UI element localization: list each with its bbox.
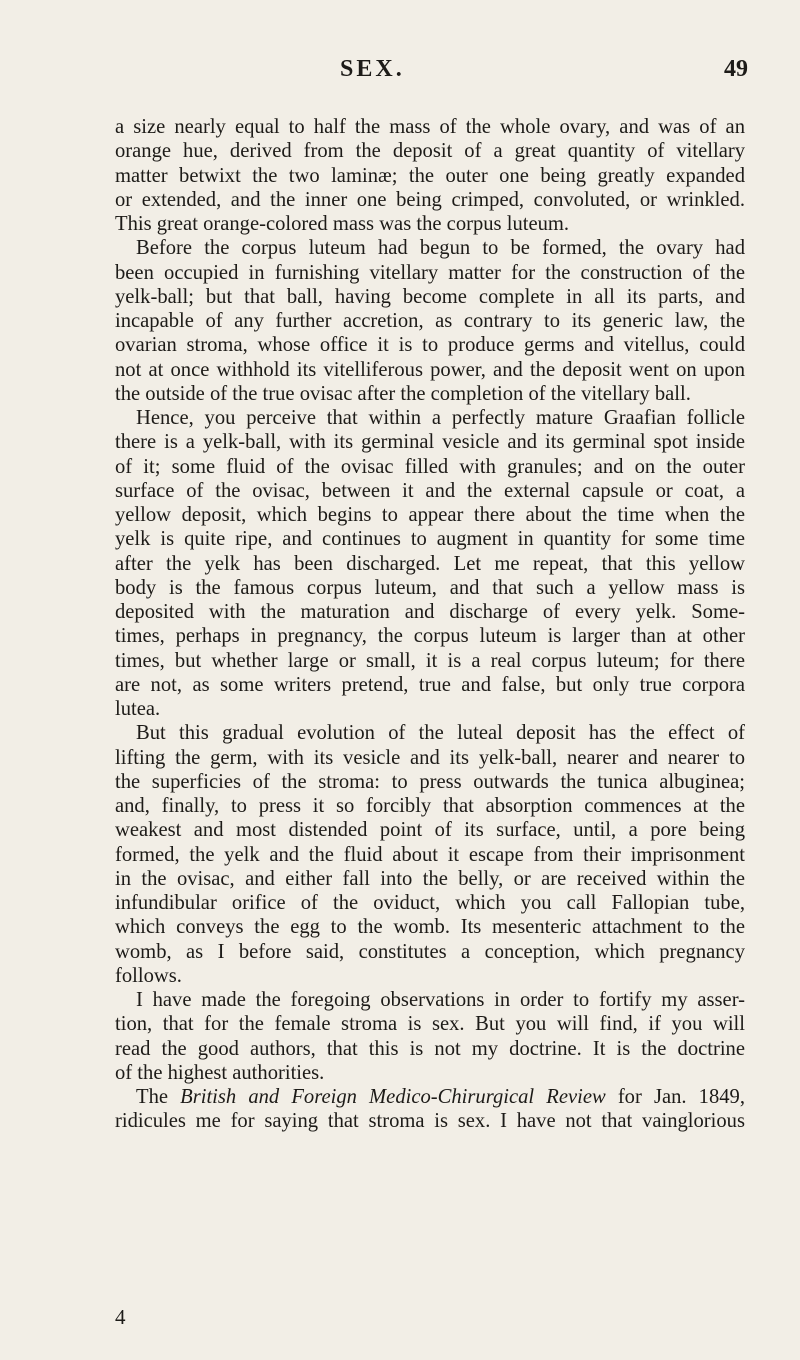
citation-tail: for Jan. 1849, <box>605 1086 745 1108</box>
text-line: Hence, you perceive that within a perfectly mature Graafian follicle <box>136 407 745 429</box>
text-line: Before the corpus luteum had begun to be formed, the ovary had <box>136 237 745 260</box>
signature-mark: 4 <box>115 1305 126 1329</box>
text-line: surface of the ovisac, between it and the external capsule or coat, a <box>115 479 745 502</box>
text-line: But this gradual evolution of the luteal deposit has the effect of <box>136 722 745 745</box>
running-head <box>0 56 800 88</box>
text-line: ovarian stroma, whose office it is to produce germs and vitellus, could <box>115 334 745 357</box>
text-line: are not, as some writers pretend, true and false, but only true corpora <box>115 673 745 696</box>
body-text <box>115 115 745 1134</box>
text-line: been occupied in furnishing vitellary matter for the construction of the <box>115 261 745 284</box>
text-line: and, finally, to press it so forcibly that absorption commences at the <box>115 795 745 817</box>
text-line: deposited with the maturation and discharge of every yelk. Some- <box>115 601 745 623</box>
text-line: lifting the germ, with its vesicle and its yelk-ball, nearer and nearer to <box>115 746 745 769</box>
text-line: lutea. <box>115 698 161 720</box>
text-line: the superficies of the stroma: to press outwards the tunica albuginea; <box>115 770 745 793</box>
text-line: This great orange-colored mass was the corpus luteum. <box>115 213 570 235</box>
text-line: of the highest authorities. <box>115 1061 325 1084</box>
text-line: weakest and most distended point of its surface, until, a pore being <box>115 819 745 842</box>
text-line: a size nearly equal to half the mass of the whole ovary, and was of an <box>115 116 745 138</box>
text-line: body is the famous corpus luteum, and that such a yellow mass is <box>115 576 745 599</box>
text-line: in the ovisac, and either fall into the belly, or are received within the <box>115 867 745 890</box>
text-line: not at once withhold its vitelliferous power, and the deposit went on upon <box>115 358 745 381</box>
text-line: read the good authors, that this is not my doctrine. It is the doctrine <box>115 1037 745 1060</box>
text-line: after the yelk has been discharged. Let me repeat, that this yellow <box>115 552 745 575</box>
running-title: SEX. <box>340 56 405 82</box>
text-line: times, but whether large or small, it is a real corpus luteum; for there <box>115 649 745 672</box>
text-line-citation <box>115 1085 745 1109</box>
page-number: 49 <box>724 56 748 82</box>
text-line: matter betwixt the two laminæ; the outer one being greatly expanded <box>115 164 745 187</box>
text-line: the outside of the true ovisac after the completion of the vitellary ball. <box>115 382 691 405</box>
text-line: yelk-ball; but that ball, having become complete in all its parts, and <box>115 285 745 308</box>
text-line: incapable of any further accretion, as contrary to its generic law, the <box>115 310 745 332</box>
text-line: yellow deposit, which begins to appear there about the time when the <box>115 504 745 526</box>
text-line: follows. <box>115 964 182 987</box>
text-line: I have made the foregoing observations in order to fortify my asser- <box>136 989 745 1011</box>
text-line: ridicules me for saying that stroma is sex. I have not that vainglorious <box>115 1110 745 1133</box>
text-line: orange hue, derived from the deposit of a great quantity of vitellary <box>115 140 745 163</box>
text-line: yelk is quite ripe, and continues to augment in quantity for some time <box>115 528 745 551</box>
journal-title: British and Foreign Medico-Chirurgical Review <box>180 1086 606 1108</box>
text-line: times, perhaps in pregnancy, the corpus luteum is larger than at other <box>115 625 745 648</box>
citation-lead: The <box>136 1086 181 1108</box>
text-line: there is a yelk-ball, with its germinal vesicle and its germinal spot inside <box>115 431 745 454</box>
text-line: womb, as I before said, constitutes a conception, which pregnancy <box>115 940 745 963</box>
text-line: infundibular orifice of the oviduct, which you call Fallopian tube, <box>115 892 745 914</box>
text-line: of it; some fluid of the ovisac filled with granules; and on the outer <box>115 455 745 478</box>
text-line: or extended, and the inner one being crimped, convoluted, or wrinkled. <box>115 188 745 211</box>
text-line: which conveys the egg to the womb. Its mesenteric attachment to the <box>115 916 745 939</box>
text-line: formed, the yelk and the fluid about it escape from their imprisonment <box>115 843 745 866</box>
text-line: tion, that for the female stroma is sex. But you will find, if you will <box>115 1013 745 1036</box>
